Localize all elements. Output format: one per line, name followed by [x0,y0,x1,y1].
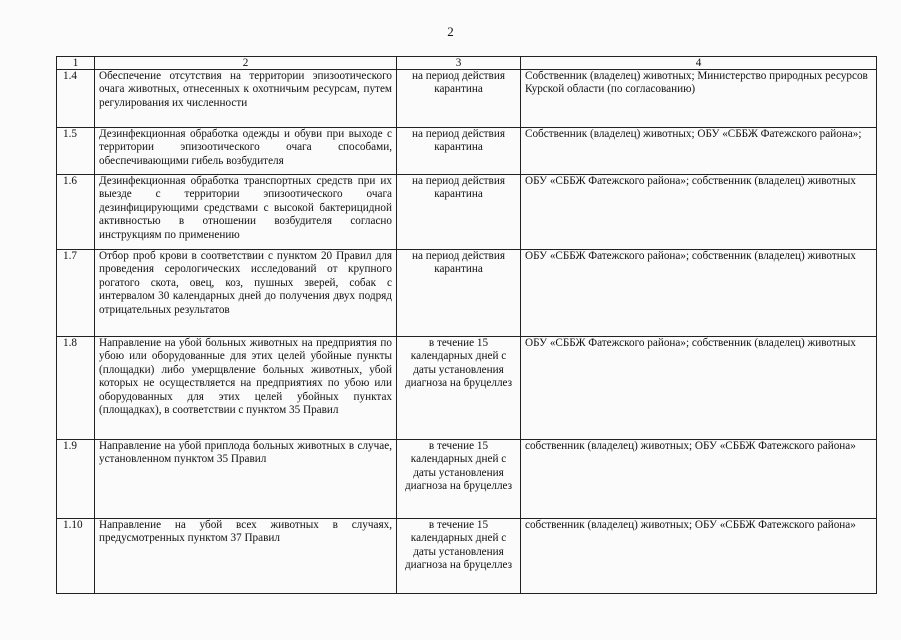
row-measure: Направление на убой приплода больных животных в случае, установленном пунктом 35 Правил [95,440,397,519]
row-term: в течение 15 календарных дней с даты установления диагноза на бруцеллез [397,519,521,594]
row-term: в течение 15 календарных дней с даты установления диагноза на бруцеллез [397,337,521,440]
row-number: 1.6 [57,175,95,250]
page-number: 2 [447,24,454,39]
row-number: 1.7 [57,250,95,337]
row-term: на период действия карантина [397,175,521,250]
row-number: 1.10 [57,519,95,594]
table-header-row [57,57,877,70]
header-col-2: 2 [95,57,397,70]
header-col-4: 4 [521,57,877,70]
row-number: 1.4 [57,70,95,128]
row-number: 1.9 [57,440,95,519]
row-responsible: ОБУ «СББЖ Фатежского района»; собственник (владелец) животных [521,175,877,250]
table-row [57,519,877,594]
table-row [57,128,877,175]
header-col-3: 3 [397,57,521,70]
row-measure: Отбор проб крови в соответствии с пунктом 20 Правил для проведения серологических исследований от крупного рогатого скота, овец, коз, пушных зверей, собак с интервалом 30 календарных дней до получения двух подряд отрицательных результатов [95,250,397,337]
header-col-1: 1 [57,57,95,70]
row-number: 1.5 [57,128,95,175]
table-row [57,337,877,440]
row-term: на период действия карантина [397,70,521,128]
row-measure: Направление на убой больных животных на предприятия по убою или оборудованные для этих целей убойные пункты (площадки) либо умерщвление больных животных, убой которых не осуществляется на предприятиях по убою или оборудованных для этих целей убойных пунктах (площадках), в соответствии с пунктом 35 Правил [95,337,397,440]
table-row [57,70,877,128]
row-term: в течение 15 календарных дней с даты установления диагноза на бруцеллез [397,440,521,519]
row-term: на период действия карантина [397,128,521,175]
row-measure: Дезинфекционная обработка одежды и обуви при выходе с территории эпизоотического очага способами, обеспечивающими гибель возбудителя [95,128,397,175]
table-row [57,250,877,337]
measures-table [56,56,877,594]
row-number: 1.8 [57,337,95,440]
row-responsible: ОБУ «СББЖ Фатежского района»; собственник (владелец) животных [521,337,877,440]
row-responsible: ОБУ «СББЖ Фатежского района»; собственник (владелец) животных [521,250,877,337]
row-responsible: собственник (владелец) животных; ОБУ «СББЖ Фатежского района» [521,440,877,519]
row-measure: Обеспечение отсутствия на территории эпизоотического очага животных, отнесенных к охотничьим ресурсам, путем регулирования их численности [95,70,397,128]
row-measure: Направление на убой всех животных в случаях, предусмотренных пунктом 37 Правил [95,519,397,594]
table-row [57,175,877,250]
row-responsible: Собственник (владелец) животных; Министерство природных ресурсов Курской области (по согласованию) [521,70,877,128]
row-responsible: собственник (владелец) животных; ОБУ «СББЖ Фатежского района» [521,519,877,594]
row-responsible: Собственник (владелец) животных; ОБУ «СББЖ Фатежского района»; [521,128,877,175]
table-row [57,440,877,519]
row-measure: Дезинфекционная обработка транспортных средств при их выезде с территории эпизоотического очага дезинфицирующими средствами с высокой бактерицидной активностью в отношении возбудителя согласно инструкциям по применению [95,175,397,250]
row-term: на период действия карантина [397,250,521,337]
